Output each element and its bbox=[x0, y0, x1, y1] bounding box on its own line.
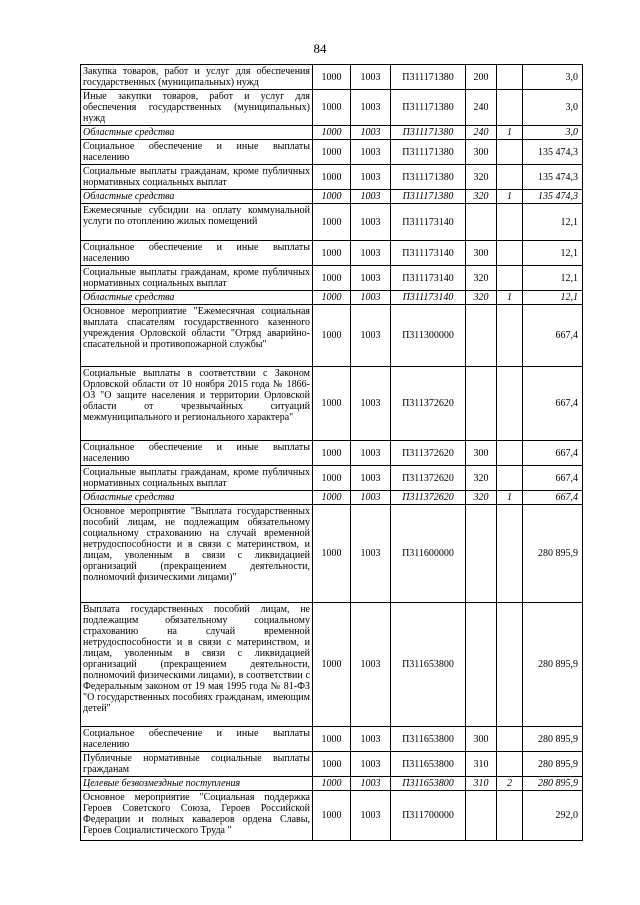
table-row bbox=[81, 505, 583, 603]
target-article-code: П311653800 bbox=[391, 603, 466, 727]
target-article-code: П311700000 bbox=[391, 791, 466, 841]
row-name: Основное мероприятие "Социальная поддержка Героев Советского Союза, Героев Российской Федерации и полных кавалеров ордена Славы, Героев Социалистического Труда " bbox=[81, 791, 313, 841]
target-article-code: П311653800 bbox=[391, 752, 466, 777]
amount: 667,4 bbox=[523, 367, 583, 441]
row-name: Областные средства bbox=[81, 190, 313, 204]
row-name: Основное мероприятие "Ежемесячная социальная выплата спасателям государственного казенного учреждения Орловской области "Отряд аварийно-спасательной и противопожарной службы" bbox=[81, 305, 313, 367]
chapter-code: 1000 bbox=[313, 791, 351, 841]
amount: 12,1 bbox=[523, 266, 583, 291]
source-code bbox=[497, 140, 523, 165]
chapter-code: 1000 bbox=[313, 491, 351, 505]
target-article-code: П311171380 bbox=[391, 165, 466, 190]
expense-type-code: 240 bbox=[466, 126, 497, 140]
section-code: 1003 bbox=[351, 305, 391, 367]
row-name: Ежемесячные субсидии на оплату коммунальной услуги по отоплению жилых помещений bbox=[81, 204, 313, 241]
table-row bbox=[81, 291, 583, 305]
source-code: 2 bbox=[497, 777, 523, 791]
source-code bbox=[497, 466, 523, 491]
source-code bbox=[497, 65, 523, 90]
source-code bbox=[497, 791, 523, 841]
budget-table bbox=[80, 64, 583, 841]
table-row bbox=[81, 777, 583, 791]
chapter-code: 1000 bbox=[313, 126, 351, 140]
row-name: Социальные выплаты в соответствии с Законом Орловской области от 10 ноября 2015 года № 1866-ОЗ "О защите населения и территории Орловской области от чрезвычайных ситуаций межмуниципального и регионального характера" bbox=[81, 367, 313, 441]
section-code: 1003 bbox=[351, 505, 391, 603]
expense-type-code bbox=[466, 505, 497, 603]
section-code: 1003 bbox=[351, 752, 391, 777]
table-row bbox=[81, 65, 583, 90]
amount: 12,1 bbox=[523, 291, 583, 305]
table-row bbox=[81, 466, 583, 491]
section-code: 1003 bbox=[351, 241, 391, 266]
source-code bbox=[497, 266, 523, 291]
table-row bbox=[81, 752, 583, 777]
chapter-code: 1000 bbox=[313, 466, 351, 491]
target-article-code: П311372620 bbox=[391, 466, 466, 491]
expense-type-code: 320 bbox=[466, 466, 497, 491]
expense-type-code: 310 bbox=[466, 752, 497, 777]
expense-type-code: 240 bbox=[466, 90, 497, 126]
target-article-code: П311173140 bbox=[391, 266, 466, 291]
row-name: Основное мероприятие "Выплата государственных пособий лицам, не подлежащим обязательному социальному страхованию на случай временной нетрудоспособности и в связи с материнством, и лицам, уволенным в связи с ликвидацией организаций (прекращением деятельности, полномочий физическими лицами)" bbox=[81, 505, 313, 603]
row-name: Целевые безвозмездные поступления bbox=[81, 777, 313, 791]
source-code: 1 bbox=[497, 291, 523, 305]
row-name: Социальное обеспечение и иные выплаты населению bbox=[81, 140, 313, 165]
expense-type-code: 320 bbox=[466, 165, 497, 190]
expense-type-code: 310 bbox=[466, 777, 497, 791]
target-article-code: П311173140 bbox=[391, 291, 466, 305]
chapter-code: 1000 bbox=[313, 90, 351, 126]
expense-type-code: 300 bbox=[466, 140, 497, 165]
source-code bbox=[497, 727, 523, 752]
row-name: Социальное обеспечение и иные выплаты населению bbox=[81, 441, 313, 466]
amount: 12,1 bbox=[523, 241, 583, 266]
source-code bbox=[497, 204, 523, 241]
chapter-code: 1000 bbox=[313, 777, 351, 791]
section-code: 1003 bbox=[351, 466, 391, 491]
amount: 3,0 bbox=[523, 126, 583, 140]
amount: 3,0 bbox=[523, 90, 583, 126]
section-code: 1003 bbox=[351, 491, 391, 505]
expense-type-code bbox=[466, 305, 497, 367]
amount: 280 895,9 bbox=[523, 603, 583, 727]
source-code bbox=[497, 441, 523, 466]
chapter-code: 1000 bbox=[313, 65, 351, 90]
table-body bbox=[81, 65, 583, 841]
row-name: Иные закупки товаров, работ и услуг для обеспечения государственных (муниципальных) нужд bbox=[81, 90, 313, 126]
target-article-code: П311653800 bbox=[391, 727, 466, 752]
table-row bbox=[81, 204, 583, 241]
target-article-code: П311653800 bbox=[391, 777, 466, 791]
section-code: 1003 bbox=[351, 441, 391, 466]
table-row bbox=[81, 367, 583, 441]
row-name: Социальное обеспечение и иные выплаты населению bbox=[81, 241, 313, 266]
source-code bbox=[497, 367, 523, 441]
amount: 667,4 bbox=[523, 441, 583, 466]
section-code: 1003 bbox=[351, 90, 391, 126]
source-code bbox=[497, 505, 523, 603]
target-article-code: П311372620 bbox=[391, 367, 466, 441]
amount: 3,0 bbox=[523, 65, 583, 90]
row-name: Областные средства bbox=[81, 491, 313, 505]
section-code: 1003 bbox=[351, 727, 391, 752]
chapter-code: 1000 bbox=[313, 367, 351, 441]
section-code: 1003 bbox=[351, 367, 391, 441]
table-row bbox=[81, 791, 583, 841]
expense-type-code: 320 bbox=[466, 190, 497, 204]
section-code: 1003 bbox=[351, 140, 391, 165]
amount: 12,1 bbox=[523, 204, 583, 241]
target-article-code: П311171380 bbox=[391, 90, 466, 126]
section-code: 1003 bbox=[351, 190, 391, 204]
table-row bbox=[81, 441, 583, 466]
table-row bbox=[81, 90, 583, 126]
target-article-code: П311600000 bbox=[391, 505, 466, 603]
amount: 667,4 bbox=[523, 305, 583, 367]
expense-type-code: 300 bbox=[466, 441, 497, 466]
section-code: 1003 bbox=[351, 291, 391, 305]
chapter-code: 1000 bbox=[313, 603, 351, 727]
table-row bbox=[81, 165, 583, 190]
table-row bbox=[81, 305, 583, 367]
amount: 667,4 bbox=[523, 491, 583, 505]
source-code bbox=[497, 603, 523, 727]
target-article-code: П311372620 bbox=[391, 441, 466, 466]
section-code: 1003 bbox=[351, 165, 391, 190]
target-article-code: П311173140 bbox=[391, 204, 466, 241]
amount: 135 474,3 bbox=[523, 165, 583, 190]
expense-type-code: 300 bbox=[466, 727, 497, 752]
chapter-code: 1000 bbox=[313, 291, 351, 305]
amount: 280 895,9 bbox=[523, 505, 583, 603]
table-row bbox=[81, 727, 583, 752]
target-article-code: П311173140 bbox=[391, 241, 466, 266]
source-code bbox=[497, 165, 523, 190]
section-code: 1003 bbox=[351, 266, 391, 291]
expense-type-code: 300 bbox=[466, 241, 497, 266]
source-code bbox=[497, 752, 523, 777]
row-name: Социальные выплаты гражданам, кроме публичных нормативных социальных выплат bbox=[81, 165, 313, 190]
expense-type-code: 200 bbox=[466, 65, 497, 90]
source-code bbox=[497, 90, 523, 126]
amount: 292,0 bbox=[523, 791, 583, 841]
target-article-code: П311171380 bbox=[391, 140, 466, 165]
chapter-code: 1000 bbox=[313, 305, 351, 367]
expense-type-code: 320 bbox=[466, 491, 497, 505]
page-number: 84 bbox=[313, 41, 327, 56]
chapter-code: 1000 bbox=[313, 727, 351, 752]
source-code: 1 bbox=[497, 190, 523, 204]
expense-type-code bbox=[466, 603, 497, 727]
target-article-code: П311171380 bbox=[391, 65, 466, 90]
target-article-code: П311171380 bbox=[391, 126, 466, 140]
chapter-code: 1000 bbox=[313, 266, 351, 291]
target-article-code: П311300000 bbox=[391, 305, 466, 367]
chapter-code: 1000 bbox=[313, 204, 351, 241]
expense-type-code bbox=[466, 367, 497, 441]
amount: 135 474,3 bbox=[523, 140, 583, 165]
amount: 135 474,3 bbox=[523, 190, 583, 204]
section-code: 1003 bbox=[351, 65, 391, 90]
source-code: 1 bbox=[497, 126, 523, 140]
table-row bbox=[81, 603, 583, 727]
section-code: 1003 bbox=[351, 204, 391, 241]
chapter-code: 1000 bbox=[313, 752, 351, 777]
chapter-code: 1000 bbox=[313, 165, 351, 190]
section-code: 1003 bbox=[351, 791, 391, 841]
table-row bbox=[81, 140, 583, 165]
row-name: Выплата государственных пособий лицам, не подлежащим обязательному социальному страхованию на случай временной нетрудоспособности и в связи с материнством, и лицам, уволенным в связи с ликвидацией организаций (прекращением деятельности, полномочий физическими лицами), в соответствии с Федеральным законом от 19 мая 1995 года № 81-ФЗ "О государственных пособиях гражданам, имеющим детей" bbox=[81, 603, 313, 727]
table-row bbox=[81, 266, 583, 291]
amount: 280 895,9 bbox=[523, 777, 583, 791]
table-row bbox=[81, 126, 583, 140]
chapter-code: 1000 bbox=[313, 441, 351, 466]
row-name: Социальное обеспечение и иные выплаты населению bbox=[81, 727, 313, 752]
amount: 280 895,9 bbox=[523, 727, 583, 752]
section-code: 1003 bbox=[351, 126, 391, 140]
target-article-code: П311372620 bbox=[391, 491, 466, 505]
section-code: 1003 bbox=[351, 777, 391, 791]
source-code: 1 bbox=[497, 491, 523, 505]
table-row bbox=[81, 491, 583, 505]
table-row bbox=[81, 190, 583, 204]
row-name: Областные средства bbox=[81, 291, 313, 305]
chapter-code: 1000 bbox=[313, 190, 351, 204]
row-name: Публичные нормативные социальные выплаты гражданам bbox=[81, 752, 313, 777]
amount: 667,4 bbox=[523, 466, 583, 491]
amount: 280 895,9 bbox=[523, 752, 583, 777]
section-code: 1003 bbox=[351, 603, 391, 727]
row-name: Закупка товаров, работ и услуг для обеспечения государственных (муниципальных) нужд bbox=[81, 65, 313, 90]
expense-type-code bbox=[466, 791, 497, 841]
expense-type-code: 320 bbox=[466, 291, 497, 305]
row-name: Социальные выплаты гражданам, кроме публичных нормативных социальных выплат bbox=[81, 466, 313, 491]
table-row bbox=[81, 241, 583, 266]
expense-type-code: 320 bbox=[466, 266, 497, 291]
chapter-code: 1000 bbox=[313, 241, 351, 266]
expense-type-code bbox=[466, 204, 497, 241]
source-code bbox=[497, 305, 523, 367]
source-code bbox=[497, 241, 523, 266]
row-name: Социальные выплаты гражданам, кроме публичных нормативных социальных выплат bbox=[81, 266, 313, 291]
row-name: Областные средства bbox=[81, 126, 313, 140]
chapter-code: 1000 bbox=[313, 505, 351, 603]
chapter-code: 1000 bbox=[313, 140, 351, 165]
target-article-code: П311171380 bbox=[391, 190, 466, 204]
